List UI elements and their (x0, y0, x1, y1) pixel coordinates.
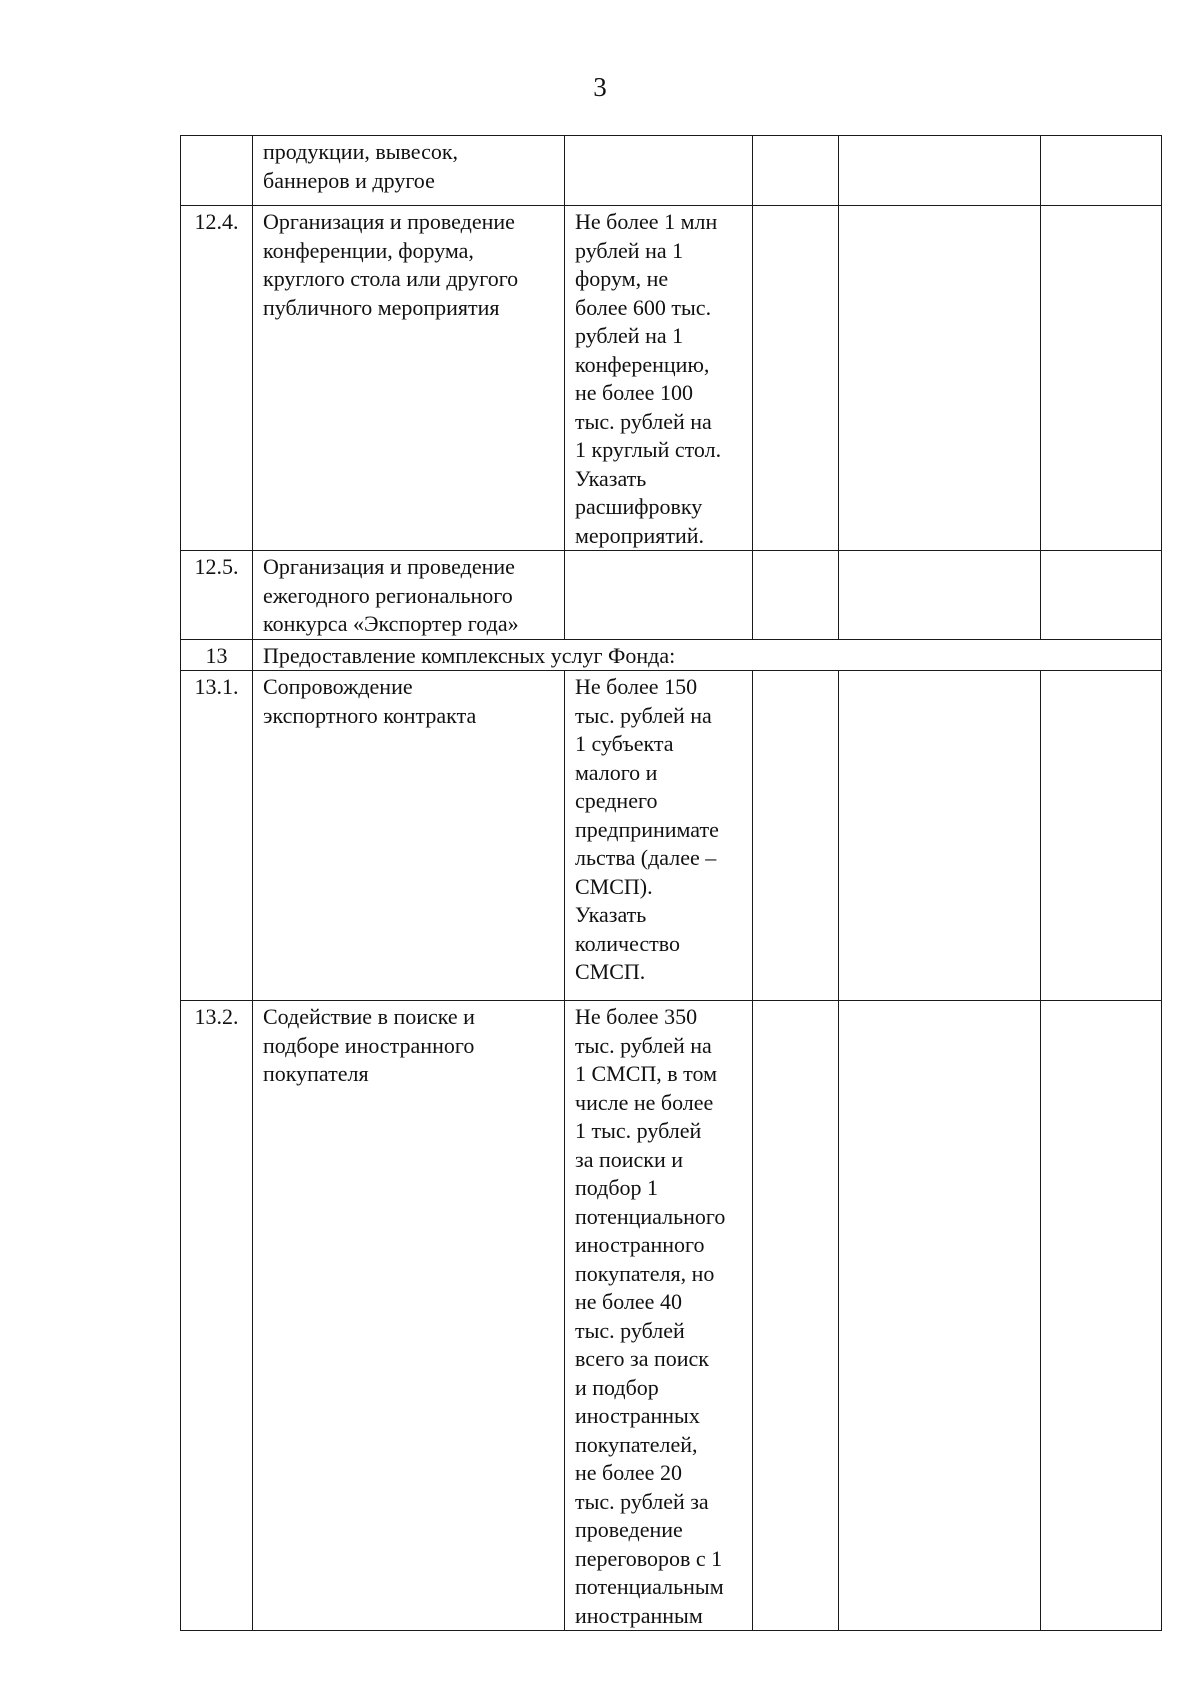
table-row (181, 136, 1162, 206)
row-number-cell (181, 136, 253, 206)
empty-cell (839, 206, 1041, 551)
row-number-cell: 13.2. (181, 1001, 253, 1631)
page-number: 3 (593, 72, 607, 102)
row-number-cell: 12.5. (181, 551, 253, 640)
item-name-cell: Сопровождение экспортного контракта (253, 671, 565, 1001)
empty-cell (839, 551, 1041, 640)
empty-cell (839, 1001, 1041, 1631)
empty-cell (753, 136, 839, 206)
document-table (180, 135, 1162, 1631)
empty-cell (839, 671, 1041, 1001)
item-name-cell: Организация и проведение конференции, форума, круглого стола или другого публичного мероприятия (253, 206, 565, 551)
section-heading-cell: Предоставление комплексных услуг Фонда: (253, 639, 1162, 671)
table-section-row (181, 639, 1162, 671)
empty-cell (753, 551, 839, 640)
cost-limit-cell: Не более 350 тыс. рублей на 1 СМСП, в том числе не более 1 тыс. рублей за поиски и подбор 1 потенциального иностранного покупателя, но не более 40 тыс. рублей всего за поиск и подбор иностранных покупателей, не более 20 тыс. рублей за проведение переговоров с 1 потенциальным иностранным (565, 1001, 753, 1631)
empty-cell (1041, 136, 1162, 206)
row-number-cell: 13 (181, 639, 253, 671)
table-row (181, 671, 1162, 1001)
empty-cell (1041, 551, 1162, 640)
item-name-cell: Организация и проведение ежегодного регионального конкурса «Экспортер года» (253, 551, 565, 640)
empty-cell (1041, 206, 1162, 551)
empty-cell (753, 1001, 839, 1631)
table-row (181, 1001, 1162, 1631)
empty-cell (1041, 1001, 1162, 1631)
row-number-cell: 12.4. (181, 206, 253, 551)
empty-cell (753, 671, 839, 1001)
empty-cell (839, 136, 1041, 206)
empty-cell (1041, 671, 1162, 1001)
empty-cell (753, 206, 839, 551)
row-number-cell: 13.1. (181, 671, 253, 1001)
cost-limit-cell: Не более 1 млн рублей на 1 форум, не более 600 тыс. рублей на 1 конференцию, не более 100 тыс. рублей на 1 круглый стол. Указать расшифровку мероприятий. (565, 206, 753, 551)
table-body (181, 136, 1162, 1631)
item-name-cell: Содействие в поиске и подборе иностранного покупателя (253, 1001, 565, 1631)
cost-limit-cell (565, 136, 753, 206)
table-row (181, 206, 1162, 551)
cost-limit-cell: Не более 150 тыс. рублей на 1 субъекта малого и среднего предпринимате льства (далее – СМСП). Указать количество СМСП. (565, 671, 753, 1001)
cost-limit-cell (565, 551, 753, 640)
item-name-cell: продукции, вывесок, баннеров и другое (253, 136, 565, 206)
table-row (181, 551, 1162, 640)
